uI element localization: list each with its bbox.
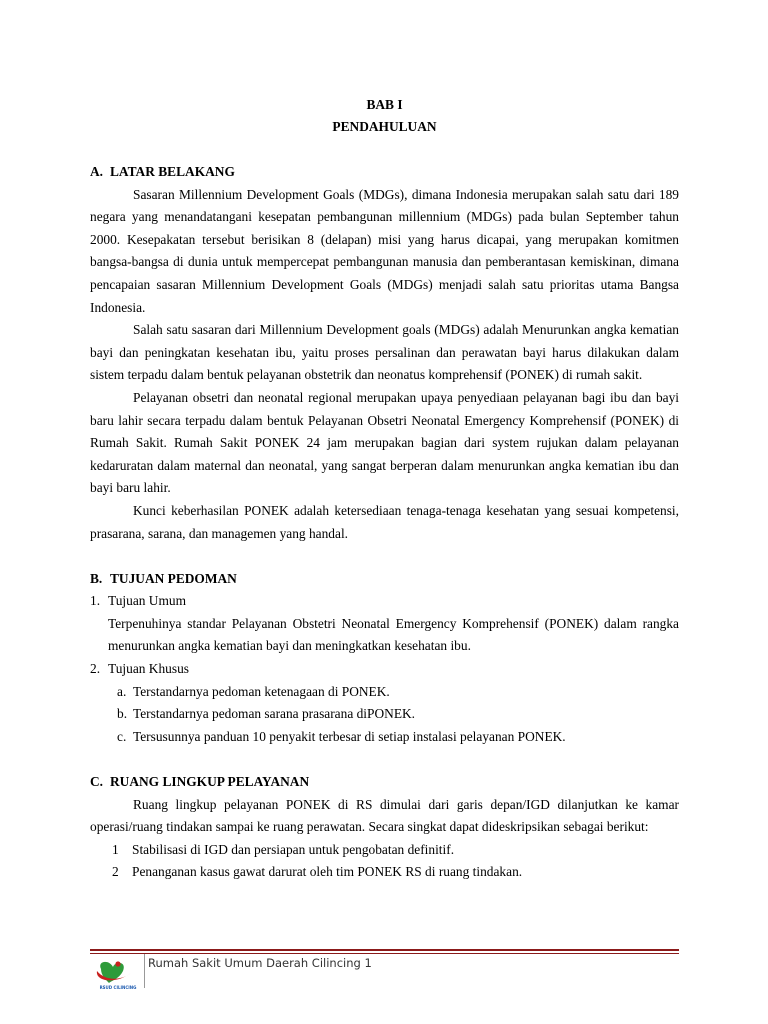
sub-list-item — [90, 681, 679, 704]
list-item-text: Penanganan kasus gawat darurat oleh tim PONEK RS di ruang tindakan. — [132, 864, 523, 880]
section-a-paragraph-1: Sasaran Millennium Development Goals (MDGs), dimana Indonesia merupakan salah satu dari 189 negara yang menandatangani kesepatan pembangunan millennium (MDGs) pada bulan September tahun 2000. Kesepakatan tersebut berisikan 8 (delapan) misi yang harus dicapai, yang merupakan komitmen bangsa-bangsa di dunia untuk mempercepat pembangunan manusia dan pemberantasan kemiskinan, dimana pencapaian sasaran Millennium Development Goals (MDGs) menjadi salah satu prioritas utama Bangsa Indonesia. — [90, 186, 679, 315]
sub-list-letter: b. — [117, 706, 128, 722]
hospital-logo-icon — [91, 955, 145, 991]
section-c-title: RUANG LINGKUP PELAYANAN — [110, 774, 310, 790]
list-item-title: Tujuan Khusus — [108, 661, 189, 677]
list-item — [90, 590, 679, 613]
sub-list-text: Terstandarnya pedoman ketenagaan di PONEK. — [133, 683, 390, 699]
section-c-heading — [90, 771, 679, 794]
section-b-letter: B. — [90, 570, 103, 586]
section-c-letter: C. — [90, 774, 104, 790]
section-a-title: LATAR BELAKANG — [110, 164, 235, 179]
list-item — [90, 658, 679, 681]
list-number: 2 — [112, 864, 119, 880]
sub-list-item — [90, 703, 679, 726]
footer-rule-thick — [90, 949, 679, 951]
sub-list-text: Terstandarnya pedoman sarana prasarana diPONEK. — [133, 706, 416, 722]
list-number: 2. — [90, 661, 101, 677]
list-number: 1 — [112, 841, 119, 857]
footer-divider — [144, 954, 145, 988]
chapter-number: BAB I — [366, 97, 403, 112]
chapter-title: PENDAHULUAN — [332, 119, 437, 134]
logo-caption: RSUD CILINCING — [99, 985, 137, 990]
section-a-paragraph-4: Kunci keberhasilan PONEK adalah ketersediaan tenaga-tenaga kesehatan yang sesuai kompetensi, prasarana, sarana, dan managemen yang handal. — [90, 502, 679, 541]
spacer — [90, 545, 679, 568]
list-item — [90, 861, 679, 884]
sub-list-item — [90, 726, 679, 749]
footer-rule-thin — [90, 953, 679, 954]
footer-text: Rumah Sakit Umum Daerah Cilincing 1 — [148, 956, 372, 970]
section-a-letter: A. — [90, 164, 104, 179]
list-item-text: Stabilisasi di IGD dan persiapan untuk pengobatan definitif. — [132, 841, 455, 857]
sub-list-letter: a. — [117, 683, 127, 699]
section-b-title: TUJUAN PEDOMAN — [110, 570, 237, 586]
page-content — [90, 94, 679, 884]
list-number: 1. — [90, 593, 101, 609]
list-item — [90, 839, 679, 862]
spacer — [90, 748, 679, 771]
sub-list-letter: c. — [117, 728, 127, 744]
tujuan-umum-text: Terpenuhinya standar Pelayanan Obstetri Neonatal Emergency Komprehensif (PONEK) dalam rangka menurunkan angka kematian bayi dan meningkatkan kesehatan ibu. — [108, 615, 679, 654]
section-c-paragraph: Ruang lingkup pelayanan PONEK di RS dimulai dari garis depan/IGD dilanjutkan ke kamar operasi/ruang tindakan sampai ke ruang perawatan. Secara singkat dapat dideskripsikan sebagai berikut: — [90, 796, 679, 835]
list-item-title: Tujuan Umum — [108, 593, 187, 609]
section-a-paragraph-2: Salah satu sasaran dari Millennium Development goals (MDGs) adalah Menurunkan angka kematian bayi dan peningkatan kesehatan ibu, yaitu proses persalinan dan perawatan bayi harus dilakukan dalam sistem terpadu dalam bentuk pelayanan obstetrik dan neonatus komprehensif (PONEK) di rumah sakit. — [90, 322, 679, 383]
section-a-heading — [90, 161, 679, 184]
section-a-paragraph-3: Pelayanan obsetri dan neonatal regional merupakan upaya penyediaan pelayanan bagi ibu dan bayi baru lahir secara terpadu dalam bentuk Pelayanan Obsetri Neonatal Emergency Komprehensif (PONEK) di Rumah Sakit. Rumah Sakit PONEK 24 jam merupakan bagian dari system rujukan dalam pelayanan kedaruratan dalam maternal dan neonatal, yang sangat berperan dalam menurunkan angka kematian ibu dan bayi baru lahir. — [90, 389, 679, 496]
section-b-heading — [90, 568, 679, 591]
sub-list-text: Tersusunnya panduan 10 penyakit terbesar di setiap instalasi pelayanan PONEK. — [133, 728, 566, 744]
